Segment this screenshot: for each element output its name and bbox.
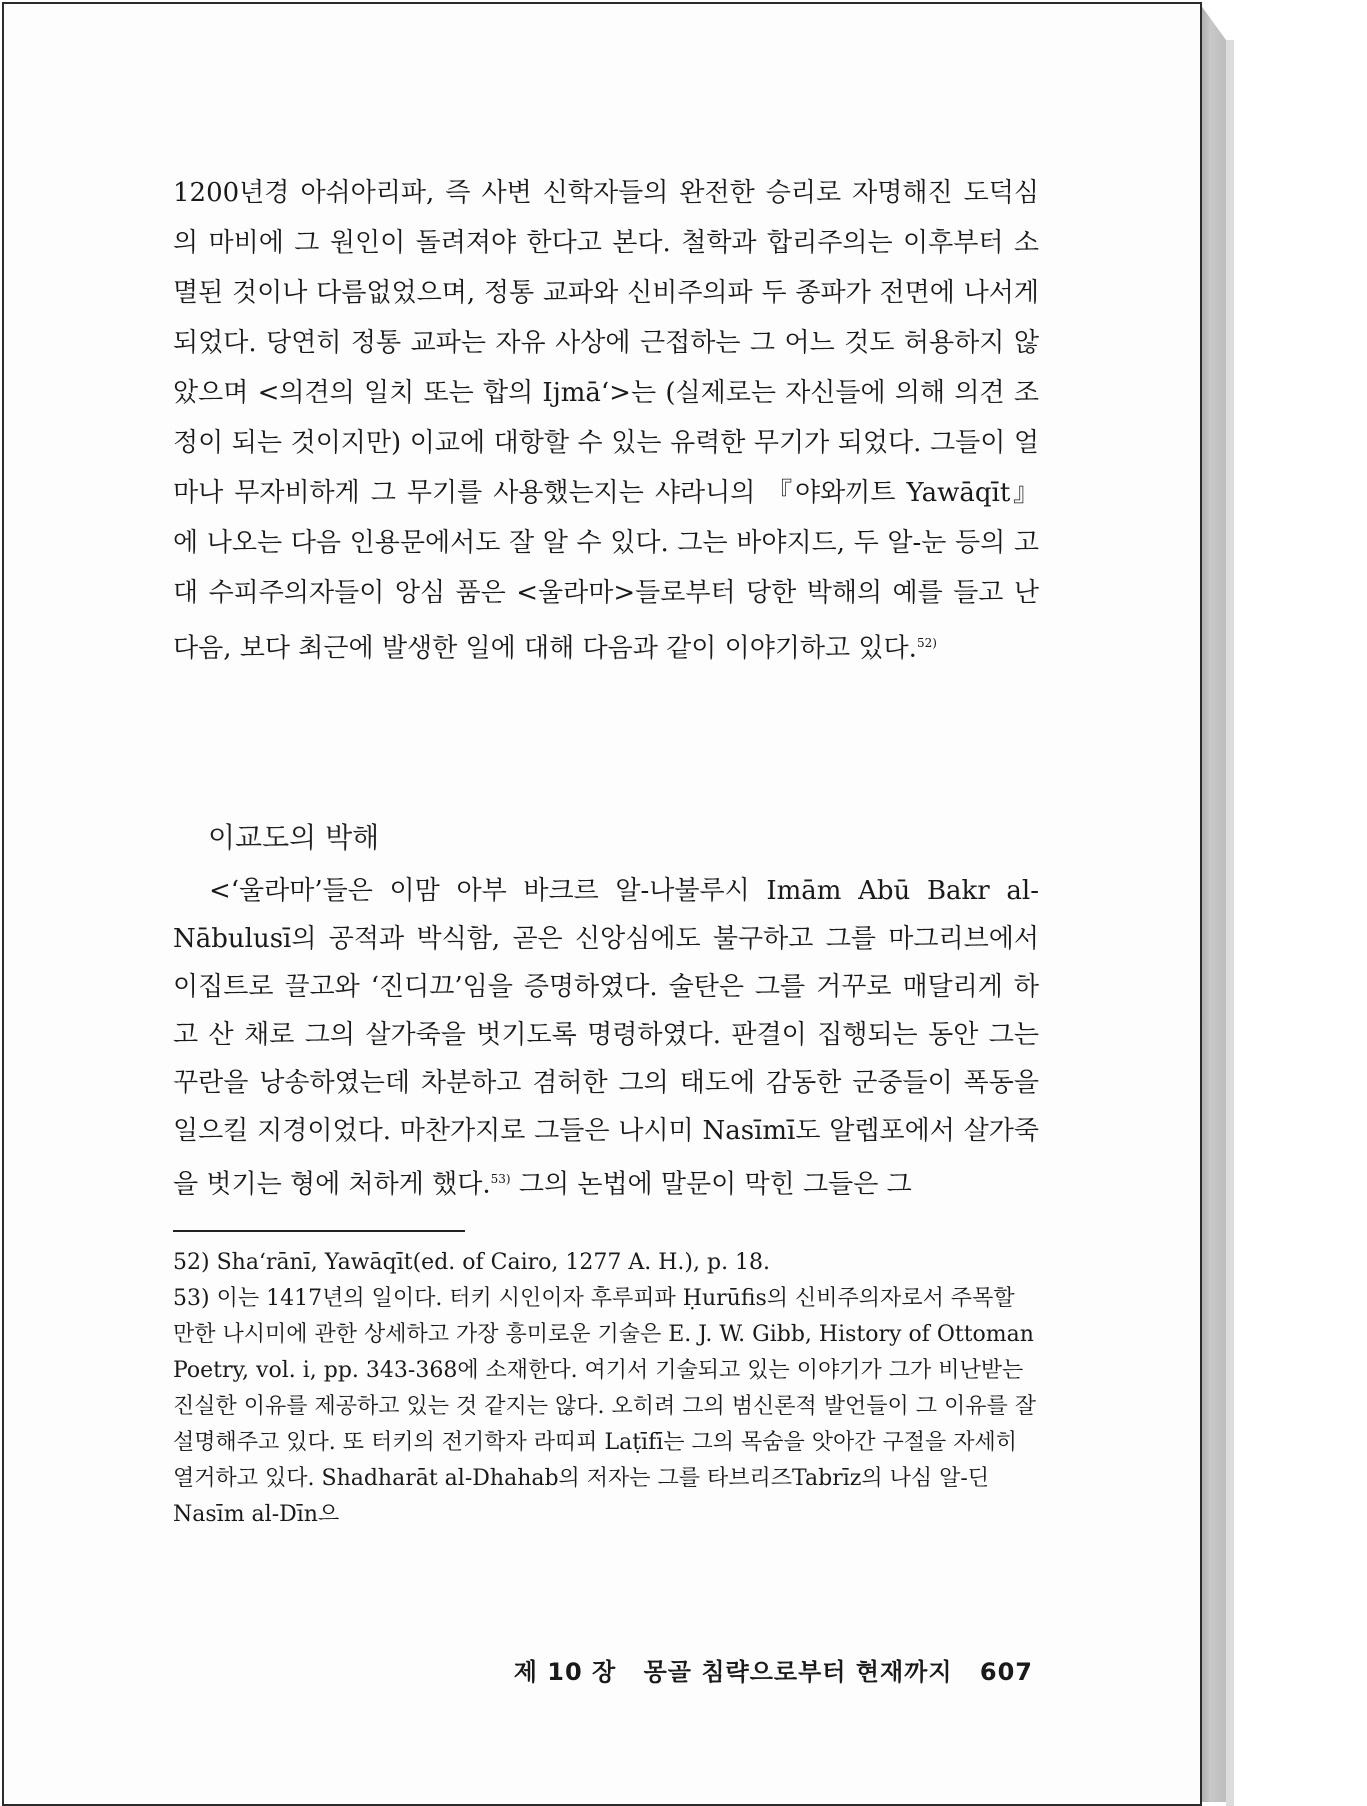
paragraph-2-continuation: 그의 논법에 말문이 막힌 그들은 그: [510, 1169, 912, 1200]
footnote-text: 이는 1417년의 일이다. 터키 시인이자 후루피파 Ḥurūfis의 신비주의자로서 주목할 만한 나시미에 관한 상세하고 가장 흥미로운 기술은 E. J. W. Gibb, History of Ottoman Poetry, vol. i, pp. 343-368에 소재한다. 여기서 기술되고 있는 이야기가 그가 비난받는 진실한 이유를 제공하고 있는 것 같지는 않다. 오히려 그의 범신론적 발언들이 그 이유를 잘 설명해주고 있다. 또 터키의 전기학자 라띠피 Laṭīfī는 그의 목숨을 앗아간 구절을 자세히 열거하고 있다. Shadharāt al-Dhahab의 저자는 그를 타브리즈Tabrīz의 나심 알-딘Nasīm al-Dīn으: [173, 1286, 1036, 1527]
page-number: 607: [979, 1658, 1033, 1686]
chapter-title: 몽골 침략으로부터 현재까지: [643, 1658, 953, 1686]
paragraph-2-text: <‘울라마’들은 이맘 아부 바크르 알-나불루시 Imām Abū Bakr al-Nābulusī의 공적과 박식함, 곧은 신앙심에도 불구하고 그를 마그리브에서 이집트로 끌고와 ‘진디끄’임을 증명하였다. 술탄은 그를 거꾸로 매달리게 하고 산 채로 그의 살가죽을 벗기도록 명령하였다. 판결이 집행되는 동안 그는 꾸란을 낭송하였는데 차분하고 겸허한 그의 태도에 감동한 군중들이 폭동을 일으킬 지경이었다. 마찬가지로 그들은 나시미 Nasīmī도 알렙포에서 살가죽을 벗기는 형에 처하게 했다.: [173, 876, 1039, 1200]
footnote-52: [173, 1245, 1039, 1281]
footnote-number: 52): [173, 1250, 210, 1275]
chapter-label: 제 10 장: [513, 1658, 617, 1686]
body-paragraph-2: [173, 867, 1039, 1209]
page-shadow: [1226, 40, 1234, 1806]
footnote-53: [173, 1281, 1039, 1533]
footnote-text: Sha‘rānī, Yawāqīt(ed. of Cairo, 1277 A. H.), p. 18.: [216, 1250, 771, 1275]
footnote-divider: [173, 1230, 465, 1232]
footnote-ref-52: 52): [916, 636, 937, 650]
section-heading: 이교도의 박해: [208, 821, 380, 854]
footnote-ref-53: 53): [490, 1172, 511, 1186]
footnote-number: 53): [173, 1286, 210, 1311]
footnotes: [173, 1245, 1039, 1533]
book-page-edge: [1200, 4, 1226, 1802]
paragraph-1-text: 1200년경 아쉬아리파, 즉 사변 신학자들의 완전한 승리로 자명해진 도덕심의 마비에 그 원인이 돌려져야 한다고 본다. 철학과 합리주의는 이후부터 소멸된 것이나 다름없었으며, 정통 교파와 신비주의파 두 종파가 전면에 나서게 되었다. 당연히 정통 교파는 자유 사상에 근접하는 그 어느 것도 허용하지 않았으며 <의견의 일치 또는 합의 Ijmā‘>는 (실제로는 자신들에 의해 의견 조정이 되는 것이지만) 이교에 대항할 수 있는 유력한 무기가 되었다. 그들이 얼마나 무자비하게 그 무기를 사용했는지는 샤라니의 『야와끼트 Yawāqīt』에 나오는 다음 인용문에서도 잘 알 수 있다. 그는 바야지드, 두 알-눈 등의 고대 수피주의자들이 앙심 품은 <울라마>들로부터 당한 박해의 예를 들고 난 다음, 보다 최근에 발생한 일에 대해 다음과 같이 이야기하고 있다.: [173, 178, 1039, 664]
body-paragraph-1: [173, 168, 1039, 674]
running-footer: [496, 1652, 1033, 1687]
